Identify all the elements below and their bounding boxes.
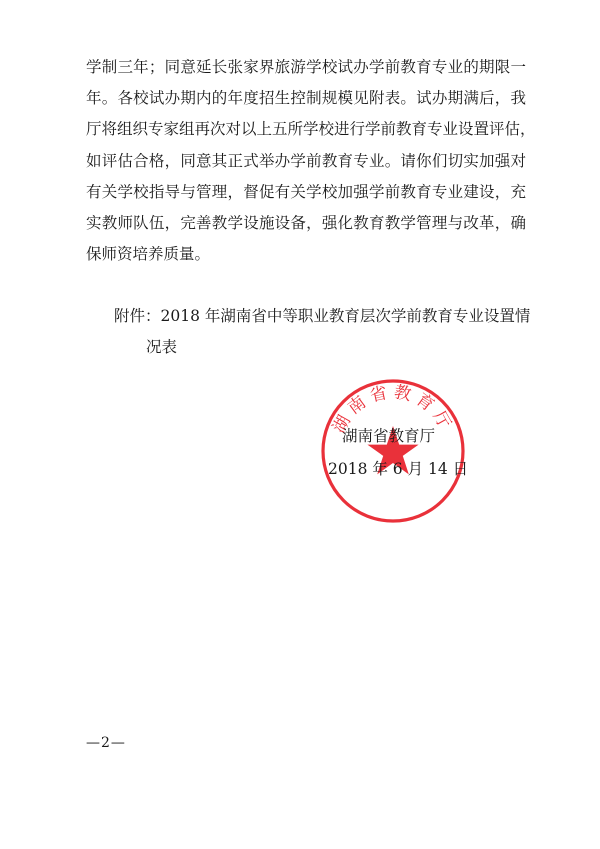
body-line: 实教师队伍，完善教学设施设备，强化教育教学管理与改革，确 [86, 213, 526, 232]
seal-text: 湖南省教育厅 [329, 382, 457, 437]
attachment-note [114, 301, 534, 363]
body-line: 保师资培养质量。 [86, 245, 211, 264]
body-line: 如评估合格，同意其正式举办学前教育专业。请你们切实加强对 [86, 151, 526, 170]
body-line: 年。各校试办期内的年度招生控制规模见附表。试办期满后，我 [86, 89, 526, 108]
page-number: —2— [86, 735, 126, 751]
body-line: 学制三年；同意延长张家界旅游学校试办学前教育专业的期限一 [86, 58, 526, 76]
body-line: 厅将组织专家组再次对以上五所学校进行学前教育专业设置评估， [86, 120, 536, 139]
attachment-line-2: 况表 [146, 338, 178, 357]
body-line: 有关学校指导与管理，督促有关学校加强学前教育专业建设，充 [86, 182, 526, 201]
body-paragraph [86, 52, 536, 270]
issue-date: 2018 年 6 月 14 日 [328, 460, 469, 478]
attachment-line-1: 附件：2018 年湖南省中等职业教育层次学前教育专业设置情 [114, 307, 531, 325]
issuer-name: 湖南省教育厅 [342, 427, 436, 445]
